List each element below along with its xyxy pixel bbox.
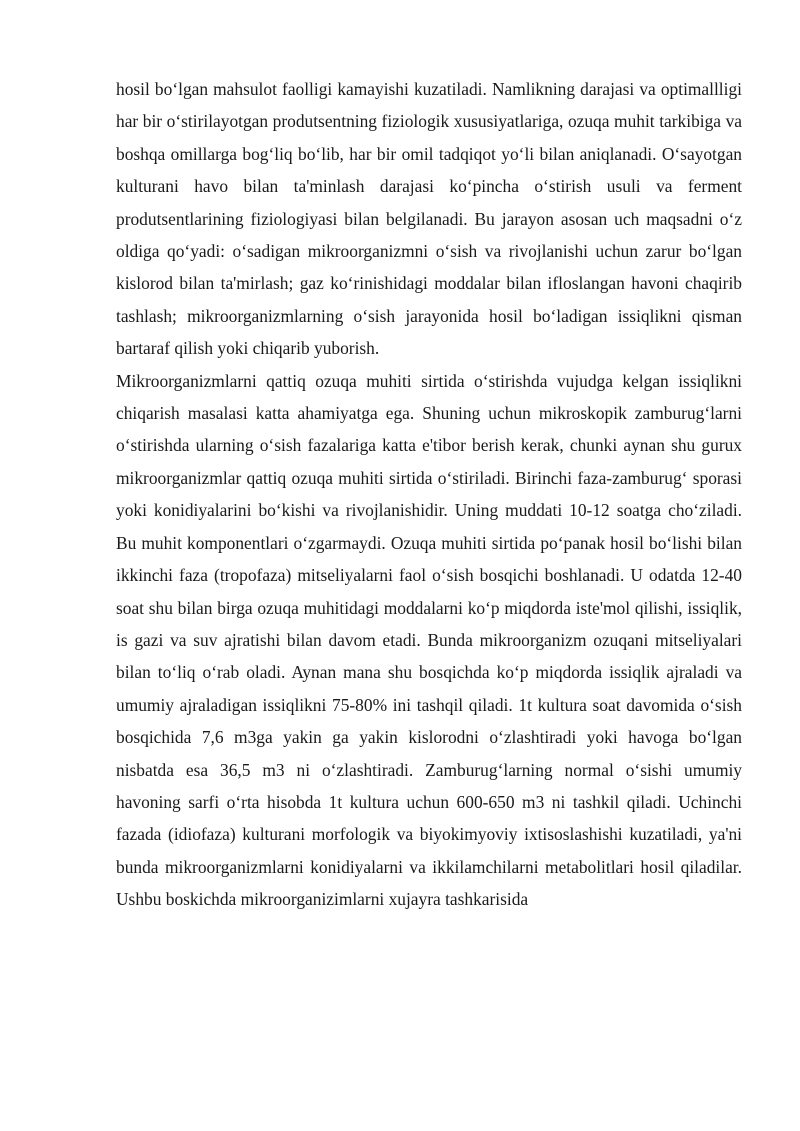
document-page <box>116 73 742 916</box>
paragraph-growth-phases: Mikroorganizmlarni qattiq ozuqa muhiti sirtida oʻstirishda vujudga kelgan issiqlikni chiqarish masalasi katta ahamiyatga ega. Shuning uchun mikroskopik zamburugʻlarni oʻstirishda ularning oʻsish fazalariga katta e'tibor berish kerak, chunki aynan shu gurux mikroorganizmlar qattiq ozuqa muhiti sirtida oʻstiriladi. Birinchi faza-zamburugʻ sporasi yoki konidiyalarini boʻkishi va rivojlanishidir. Uning muddati 10-12 soatga choʻziladi. Bu muhit komponentlari oʻzgarmaydi. Ozuqa muhiti sirtida poʻpanak hosil boʻlishi bilan ikkinchi faza (tropofaza) mitseliyalarni faol oʻsish bosqichi boshlanadi. U odatda 12-40 soat shu bilan birga ozuqa muhitidagi moddalarni koʻp miqdorda iste'mol qilishi, issiqlik, is gazi va suv ajratishi bilan davom etadi. Bunda mikroorganizm ozuqani mitseliyalari bilan toʻliq oʻrab oladi. Aynan mana shu bosqichda koʻp miqdorda issiqlik ajraladi va umumiy ajraladigan issiqlikni 75-80% ini tashqil qiladi. 1t kultura soat davomida oʻsish bosqichida 7,6 m3ga yakin ga yakin kislorodni oʻzlashtiradi yoki havoga boʻlgan nisbatda esa 36,5 m3 ni oʻzlashtiradi. Zamburugʻlarning normal oʻsishi umumiy havoning sarfi oʻrta hisobda 1t kultura uchun 600-650 m3 ni tashkil qiladi. Uchinchi fazada (idiofaza) kulturani morfologik va biyokimyoviy ixtisoslashishi kuzatiladi, ya'ni bunda mikroorganizmlarni konidiyalarni va ikkilamchilarni metabolitlari hosil qiladilar. Ushbu boskichda mikroorganizimlarni xujayra tashkarisida <box>116 370 742 910</box>
paragraph-humidity-aeration: hosil boʻlgan mahsulot faolligi kamayishi kuzatiladi. Namlikning darajasi va optimallligi har bir oʻstirilayotgan produtsentning fiziologik xususiyatlariga, ozuqa muhit tarkibiga va boshqa omillarga bogʻliq boʻlib, har bir omil tadqiqot yoʻli bilan aniqlanadi. Oʻsayotgan kulturani havo bilan ta'minlash darajasi koʻpincha oʻstirish usuli va ferment produtsentlarining fiziologiyasi bilan belgilanadi. Bu jarayon asosan uch maqsadni oʻz oldiga qoʻyadi: oʻsadigan mikroorganizmni oʻsish va rivojlanishi uchun zarur boʻlgan kislorod bilan ta'mirlash; gaz koʻrinishidagi moddalar bilan ifloslangan havoni chaqirib tashlash; mikroorganizmlarning oʻsish jarayonida hosil boʻladigan issiqlikni qisman bartaraf qilish yoki chiqarib yuborish. <box>116 79 742 359</box>
